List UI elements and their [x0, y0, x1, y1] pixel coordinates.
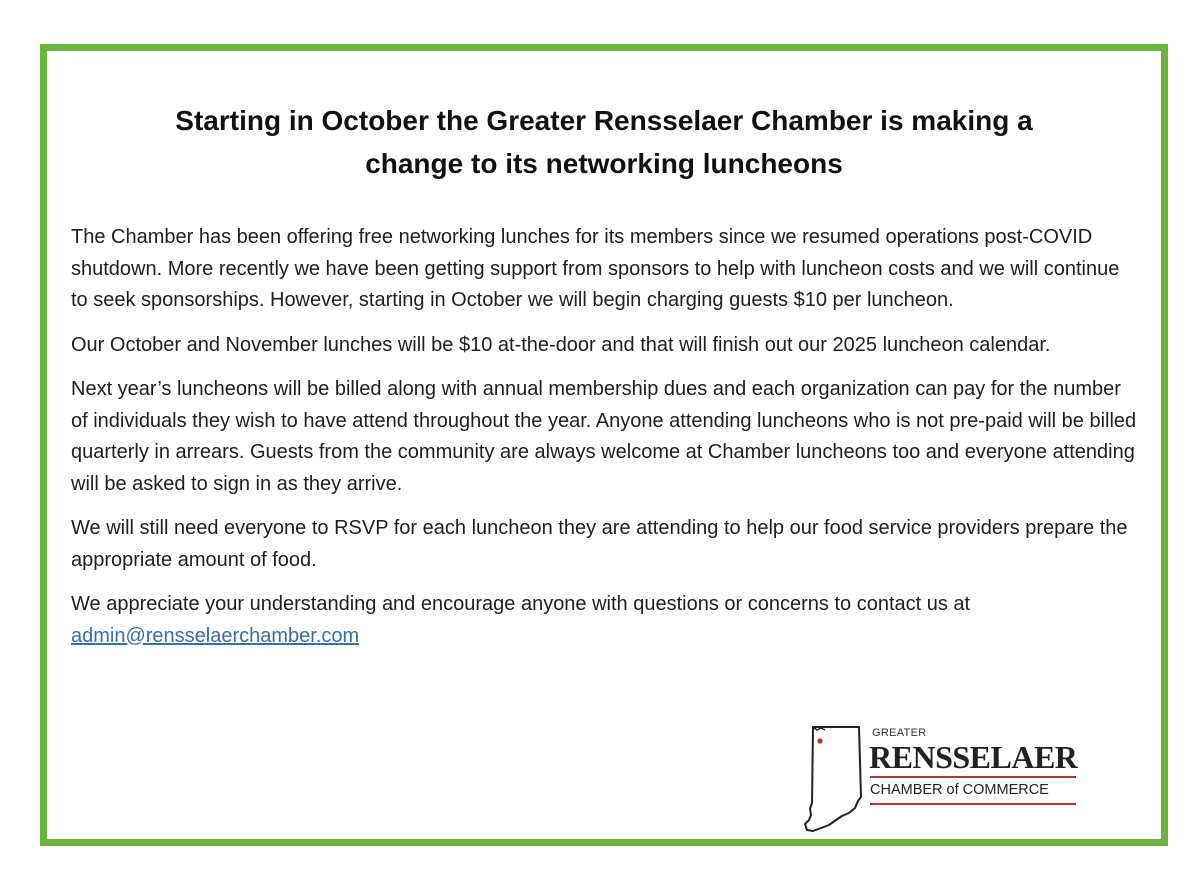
paragraph-next-year-billing: Next year’s luncheons will be billed along with annual membership dues and each organization can pay for the number of individuals they wish to have attend throughout the year. Anyone attending luncheons who is not pre-paid will be billed quarterly in arrears. Guests from the community are always welcome at Chamber luncheons too and everyone attending will be asked to sign in as they arrive.: [71, 378, 1137, 495]
paragraph-october-november: Our October and November lunches will be $10 at-the-door and that will finish out our 2025 luncheon calendar.: [71, 333, 1051, 356]
paragraph-closing: [71, 589, 1141, 652]
rensselaer-location-marker: [817, 738, 822, 743]
announcement-body: [71, 222, 1141, 665]
title-line-1: Starting in October the Greater Rensselaer Chamber is making a: [175, 105, 1033, 136]
flyer-border-frame: [40, 44, 1168, 846]
contact-email-link[interactable]: admin@rensselaerchamber.com: [71, 624, 360, 647]
title-line-2: change to its networking luncheons: [365, 148, 843, 179]
closing-text: We appreciate your understanding and encourage anyone with questions or concerns to contact us at: [71, 593, 971, 615]
logo-greater-text: GREATER: [872, 727, 927, 739]
indiana-state-outline-icon: [801, 721, 867, 833]
paragraph-free-lunches: The Chamber has been offering free networking lunches for its members since we resumed operations post-COVID shutdown. More recently we have been getting support from sponsors to help with luncheon costs and we will continue to seek sponsorships. However, starting in October we will begin charging guests $10 per luncheon.: [71, 226, 1120, 311]
paragraph-rsvp: We will still need everyone to RSVP for each luncheon they are attending to help our food service providers prepare the appropriate amount of food.: [71, 517, 1128, 571]
logo-divider-bottom: [870, 803, 1076, 805]
logo-subtitle-text: CHAMBER of COMMERCE: [870, 782, 1049, 798]
chamber-logo: [801, 721, 1081, 833]
logo-rensselaer-text: RENSSELAER: [869, 739, 1078, 775]
logo-divider-top: [870, 776, 1076, 778]
page-title: [47, 99, 1161, 185]
